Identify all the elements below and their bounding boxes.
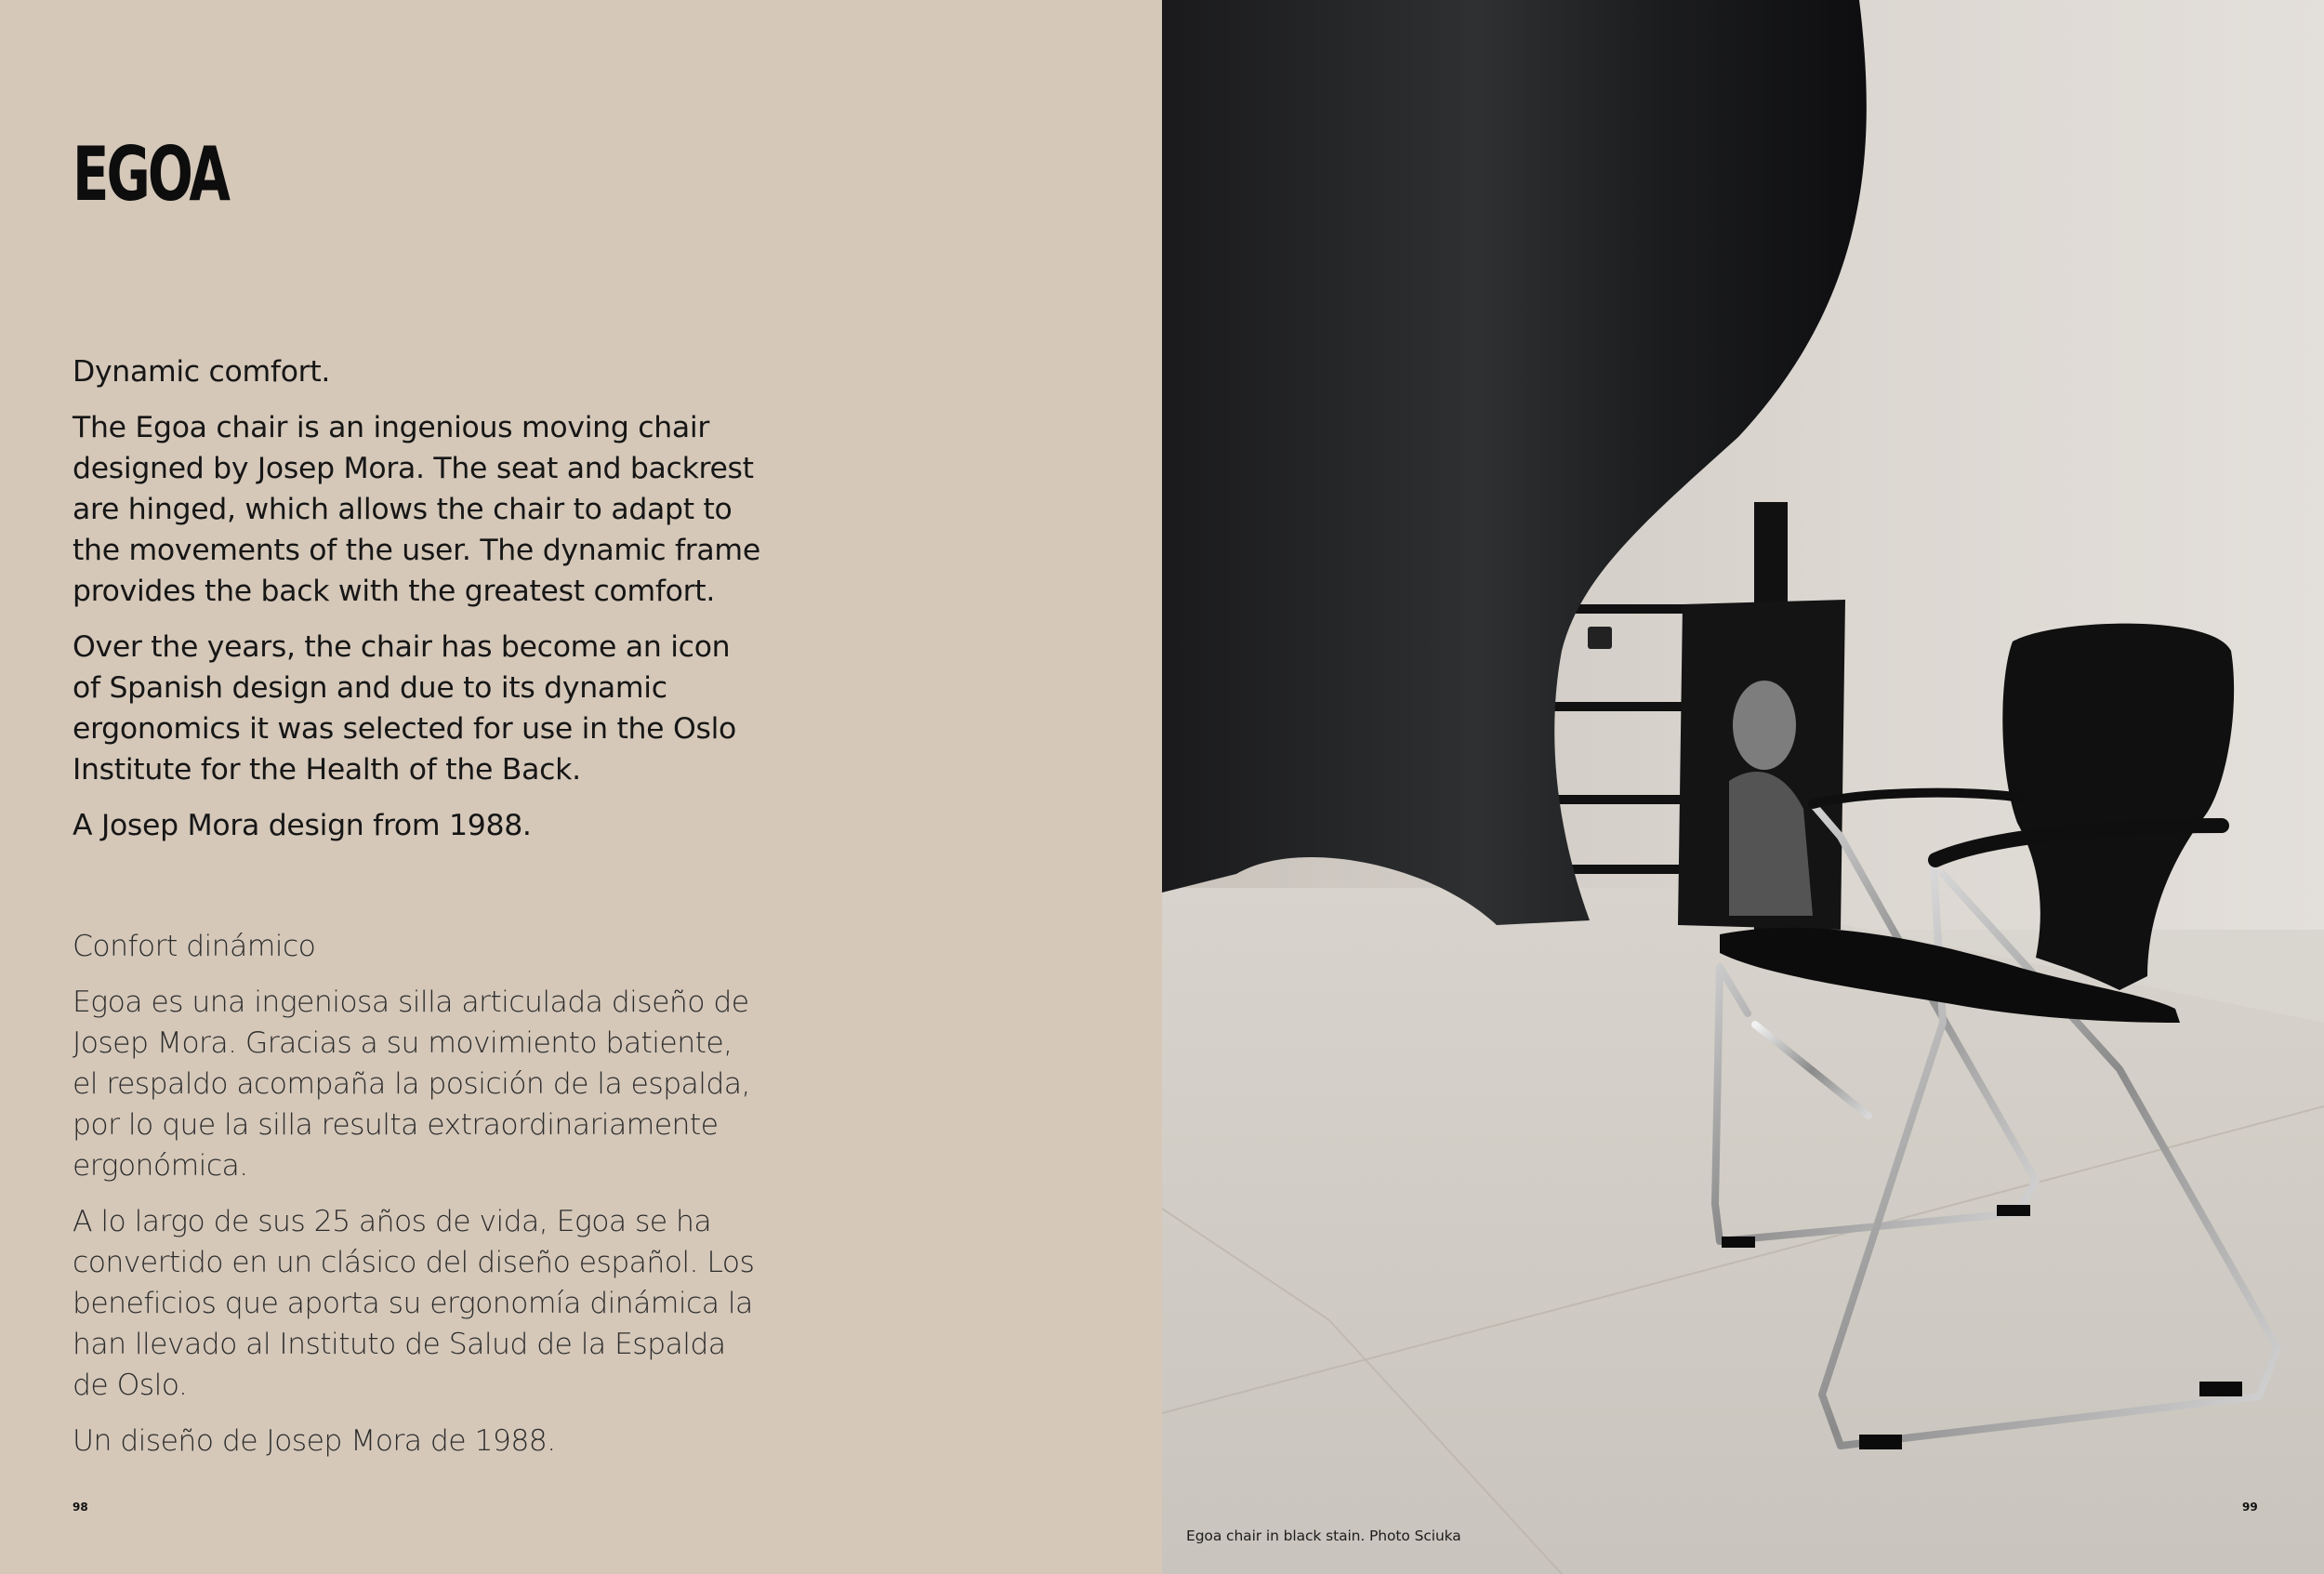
spanish-paragraph-2: A lo largo de sus 25 años de vida, Egoa se ha convertido en un clásico del diseño español. Los beneficios que aporta su ergonomía dinámica la han llevado al Instituto de Salud de la Espalda de Oslo. — [73, 1205, 755, 1402]
english-heading: Dynamic comfort. — [73, 355, 331, 389]
portrait-face — [1733, 681, 1796, 770]
chair-backrest — [2002, 624, 2234, 990]
page-number-left: 98 — [73, 1501, 88, 1514]
chair-photo — [1162, 0, 2324, 1574]
page-number-right: 99 — [2242, 1501, 2258, 1514]
english-paragraph-3: A Josep Mora design from 1988. — [73, 809, 532, 842]
wall-switch — [1588, 627, 1612, 649]
spanish-paragraph-3: Un diseño de Josep Mora de 1988. — [73, 1424, 556, 1458]
page-title: EGOA — [73, 131, 229, 218]
english-paragraph-1: The Egoa chair is an ingenious moving chair designed by Josep Mora. The seat and backrest are hinged, which allows the chair to adapt to the movements of the user. The dynamic frame provides the back with the greatest comfort. — [73, 411, 760, 608]
spanish-text-block — [73, 926, 760, 1476]
photo-caption: Egoa chair in black stain. Photo Sciuka — [1186, 1528, 1461, 1544]
english-text-block — [73, 351, 760, 861]
spanish-heading: Confort dinámico — [73, 930, 316, 963]
floor — [1162, 888, 2324, 1574]
spanish-paragraph-1: Egoa es una ingeniosa silla articulada diseño de Josep Mora. Gracias a su movimiento batiente, el respaldo acompaña la posición de la espalda, por lo que la silla resulta extraordinariamente ergonómica. — [73, 985, 750, 1183]
photo-illustration — [1162, 0, 2324, 1574]
english-paragraph-2: Over the years, the chair has become an icon of Spanish design and due to its dynamic ergonomics it was selected for use in the Oslo Institute for the Health of the Back. — [73, 630, 737, 787]
